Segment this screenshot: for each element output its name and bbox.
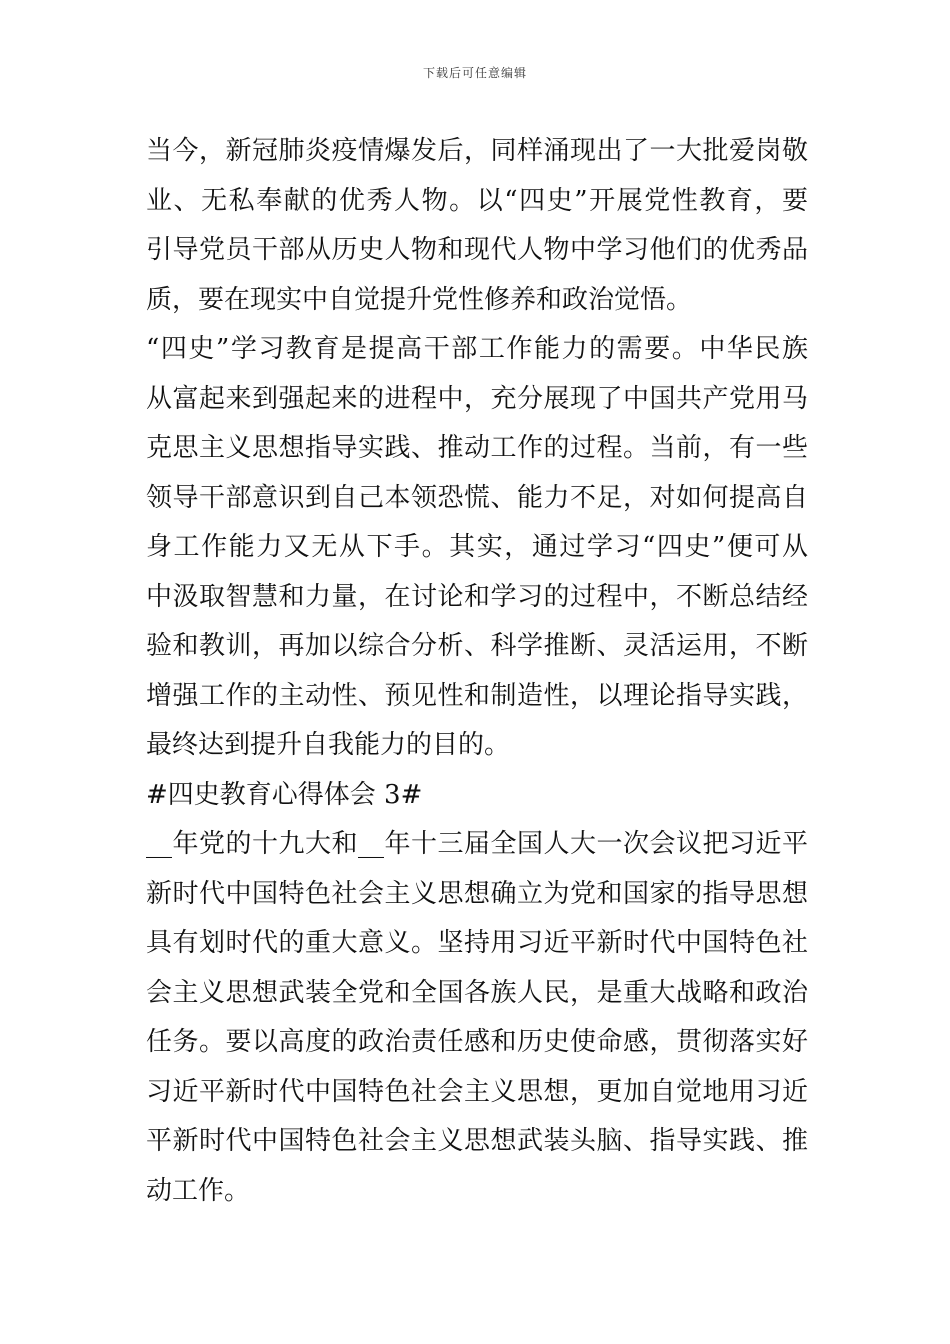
text-line: 习近平新时代中国特色社会主义思想，更加自觉地用习近 [146,1076,808,1107]
text-line: 质，要在现实中自觉提升党性修养和政治觉悟。 [146,284,693,315]
text-line: 从富起来到强起来的进程中，充分展现了中国共产党用马 [146,383,808,414]
text-line: 增强工作的主动性、预见性和制造性，以理论指导实践， [146,680,808,711]
text-line: 引导党员干部从历史人物和现代人物中学习他们的优秀品 [146,235,808,265]
text-line: 当今，新冠肺炎疫情爆发后，同样涌现出了一大批爱岗敬 [146,136,808,166]
text-line: 新时代中国特色社会主义思想确立为党和国家的指导思想 [146,878,808,909]
section-heading: #四史教育心得体会 3# [146,779,423,810]
text-line: __年党的十九大和__年十三届全国人大一次会议把习近平 [146,829,808,859]
text-line: 具有划时代的重大意义。坚持用习近平新时代中国特色社 [146,928,808,958]
text-line: 克思主义思想指导实践、推动工作的过程。当前，有一些 [146,433,808,463]
text-line: 最终达到提升自我能力的目的。 [146,730,511,760]
document-body [146,127,808,1216]
text-line: 业、无私奉献的优秀人物。以“四史”开展党性教育，要 [146,185,808,216]
text-line: 中汲取智慧和力量，在讨论和学习的过程中，不断总结经 [146,581,808,612]
text-line: 身工作能力又无从下手。其实，通过学习“四史”便可从 [146,532,808,562]
text-line: 验和教训，再加以综合分析、科学推断、灵活运用，不断 [146,631,808,661]
download-note: 下载后可任意编辑 [422,66,527,80]
text-line: 任务。要以高度的政治责任感和历史使命感，贯彻落实好 [146,1027,808,1057]
text-line: 领导干部意识到自己本领恐慌、能力不足，对如何提高自 [146,482,808,513]
text-line: “四史”学习教育是提高干部工作能力的需要。中华民族 [146,334,808,364]
text-line: 会主义思想武装全党和全国各族人民，是重大战略和政治 [146,977,808,1008]
text-line: 动工作。 [146,1175,251,1206]
text-line: 平新时代中国特色社会主义思想武装头脑、指导实践、推 [146,1126,808,1156]
